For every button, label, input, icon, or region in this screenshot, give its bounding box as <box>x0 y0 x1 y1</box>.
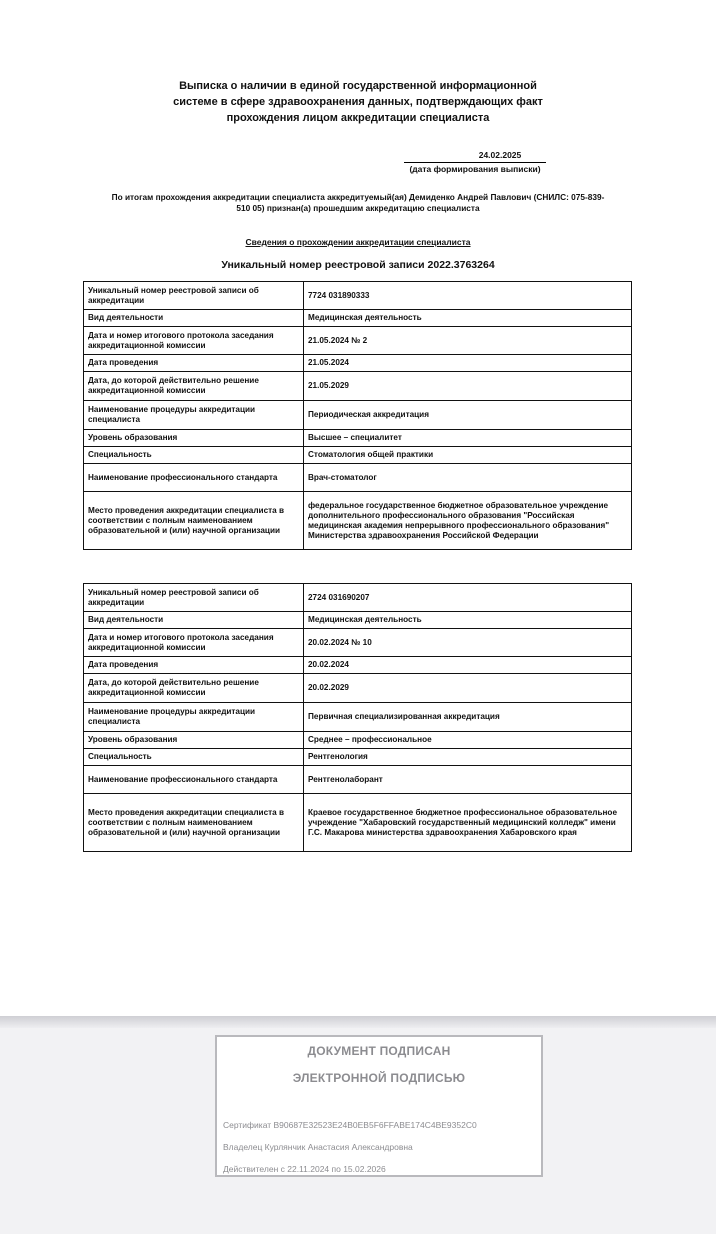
intro-paragraph <box>78 192 638 214</box>
table-row <box>84 355 632 372</box>
row-label: Дата и номер итогового протокола заседания аккредитационной комиссии <box>84 629 304 657</box>
formation-date: 24.02.2025 <box>404 150 546 163</box>
row-label: Место проведения аккредитации специалиста в соответствии с полным наименованием образовательной и (или) научной организации <box>84 492 304 550</box>
table-row <box>84 794 632 852</box>
row-value: Высшее – специалитет <box>304 430 632 447</box>
signature-subheading: ЭЛЕКТРОННОЙ ПОДПИСЬЮ <box>292 1071 466 1085</box>
row-value: Рентгенология <box>304 749 632 766</box>
registry-number: Уникальный номер реестровой записи 2022.3763264 <box>221 259 495 271</box>
table-row <box>84 464 632 492</box>
row-value: 7724 031890333 <box>304 282 632 310</box>
row-value: Рентгенолаборант <box>304 766 632 794</box>
row-label: Уровень образования <box>84 732 304 749</box>
row-label: Место проведения аккредитации специалиста в соответствии с полным наименованием образовательной и (или) научной организации <box>84 794 304 852</box>
row-label: Наименование процедуры аккредитации специалиста <box>84 703 304 732</box>
row-value: Врач-стоматолог <box>304 464 632 492</box>
table-row <box>84 372 632 401</box>
row-label: Дата проведения <box>84 657 304 674</box>
row-label: Специальность <box>84 447 304 464</box>
formation-date-caption: (дата формирования выписки) <box>409 164 541 174</box>
row-label: Дата, до которой действительно решение аккредитационной комиссии <box>84 372 304 401</box>
row-label: Наименование профессионального стандарта <box>84 464 304 492</box>
table-row <box>84 310 632 327</box>
row-label: Уникальный номер реестровой записи об аккредитации <box>84 584 304 612</box>
accreditation-table-2 <box>83 583 632 852</box>
table-row <box>84 401 632 430</box>
signature-owner: Владелец Курлянчик Анастасия Александровна <box>223 1142 413 1152</box>
row-value: Стоматология общей практики <box>304 447 632 464</box>
row-value: 2724 031690207 <box>304 584 632 612</box>
date-block <box>404 150 546 176</box>
section-heading: Сведения о прохождении аккредитации специалиста <box>245 237 471 247</box>
electronic-signature-stamp <box>215 1035 543 1177</box>
row-value: Периодическая аккредитация <box>304 401 632 430</box>
table-row <box>84 584 632 612</box>
row-value: 20.02.2029 <box>304 674 632 703</box>
table-row <box>84 612 632 629</box>
row-value: Краевое государственное бюджетное профессиональное образовательное учреждение "Хабаровский государственный медицинский колледж" имени Г.С. Макарова министерства здравоохранения Хабаровского края <box>304 794 632 852</box>
row-value: Среднее – профессиональное <box>304 732 632 749</box>
table-row <box>84 327 632 355</box>
row-value: 21.05.2024 № 2 <box>304 327 632 355</box>
table-row <box>84 766 632 794</box>
row-label: Дата проведения <box>84 355 304 372</box>
table-row <box>84 430 632 447</box>
row-value: 20.02.2024 № 10 <box>304 629 632 657</box>
row-label: Вид деятельности <box>84 612 304 629</box>
intro-line: 510 05) признан(а) прошедшим аккредитацию специалиста <box>236 203 480 213</box>
row-label: Наименование профессионального стандарта <box>84 766 304 794</box>
table-row <box>84 657 632 674</box>
row-value: Медицинская деятельность <box>304 310 632 327</box>
accreditation-table-1 <box>83 281 632 550</box>
row-label: Вид деятельности <box>84 310 304 327</box>
signature-heading: ДОКУМЕНТ ПОДПИСАН <box>307 1044 451 1058</box>
title-line: системе в сфере здравоохранения данных, подтверждающих факт <box>173 96 543 108</box>
row-label: Уровень образования <box>84 430 304 447</box>
signature-validity: Действителен с 22.11.2024 по 15.02.2026 <box>223 1164 386 1174</box>
table-row <box>84 282 632 310</box>
row-label: Специальность <box>84 749 304 766</box>
title-line: Выписка о наличии в единой государственной информационной <box>179 80 537 92</box>
table-row <box>84 732 632 749</box>
row-value: Медицинская деятельность <box>304 612 632 629</box>
title-line: прохождения лицом аккредитации специалиста <box>226 112 490 124</box>
signature-certificate: Сертификат B90687E32523E24B0EB5F6FFABE174C4BE9352C0 <box>223 1120 477 1130</box>
table-row <box>84 674 632 703</box>
row-label: Наименование процедуры аккредитации специалиста <box>84 401 304 430</box>
table-row <box>84 703 632 732</box>
row-label: Дата, до которой действительно решение аккредитационной комиссии <box>84 674 304 703</box>
page-edge-shadow <box>0 1016 716 1028</box>
table-row <box>84 749 632 766</box>
intro-line: По итогам прохождения аккредитации специалиста аккредитуемый(ая) Демиденко Андрей Павлович (СНИЛС: 075-839- <box>111 192 605 202</box>
table-row <box>84 447 632 464</box>
row-value: 20.02.2024 <box>304 657 632 674</box>
row-label: Дата и номер итогового протокола заседания аккредитационной комиссии <box>84 327 304 355</box>
row-value: 21.05.2024 <box>304 355 632 372</box>
table-row <box>84 629 632 657</box>
table-row <box>84 492 632 550</box>
row-label: Уникальный номер реестровой записи об аккредитации <box>84 282 304 310</box>
row-value: федеральное государственное бюджетное образовательное учреждение дополнительного профессионального образования "Российская медицинская академия непрерывного профессионального образования" Министерства здравоохранения Российской Федерации <box>304 492 632 550</box>
row-value: Первичная специализированная аккредитация <box>304 703 632 732</box>
row-value: 21.05.2029 <box>304 372 632 401</box>
document-title <box>0 78 716 126</box>
